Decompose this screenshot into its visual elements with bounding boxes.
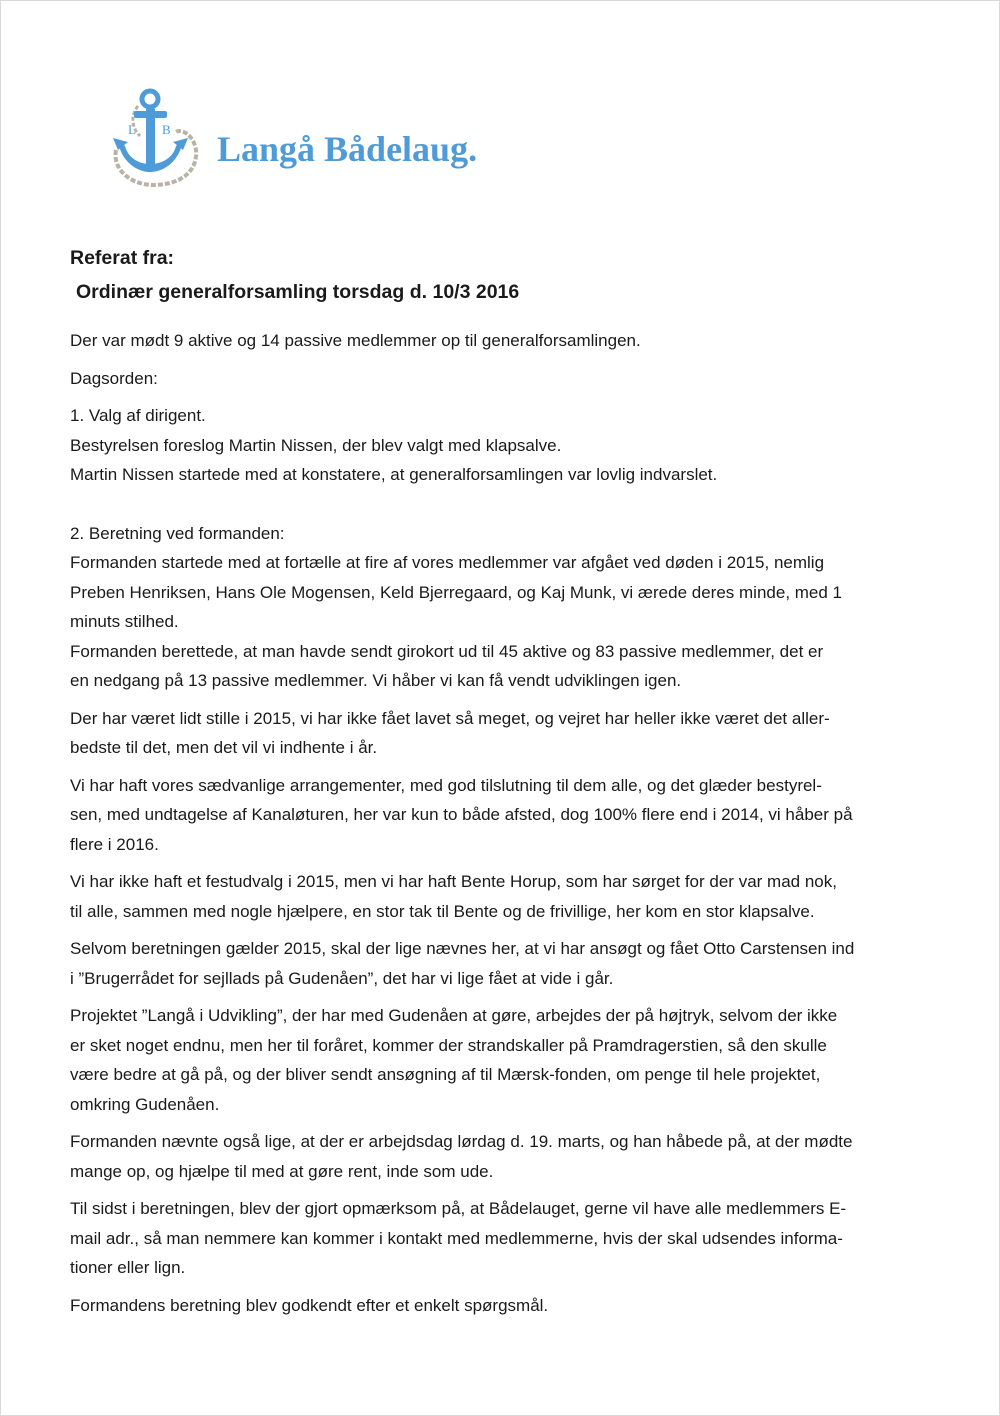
paragraph-projektet — [70, 1001, 940, 1119]
paragraph-line: flere i 2016. — [70, 834, 159, 854]
paragraph-line: minuts stilhed. — [70, 612, 179, 631]
logo-letter-b: B — [162, 122, 171, 137]
paragraph-line: 2. Beretning ved formanden: — [70, 523, 285, 543]
agenda-item-2 — [70, 519, 940, 696]
paragraph-line: tioner eller lign. — [70, 1258, 186, 1277]
paragraph-festudvalg — [70, 867, 940, 926]
paragraph-arbejdsdag — [70, 1127, 940, 1186]
paragraph-line: til alle, sammen med nogle hjælpere, en stor tak til Bente og de frivillige, her kom en stor klapsalve. — [70, 901, 815, 921]
paragraph-line: 1. Valg af dirigent. — [70, 406, 206, 425]
paragraph-line: Til sidst i beretningen, blev der gjort opmærksom på, at Bådelauget, gerne vil have alle medlemmers E- — [70, 1199, 847, 1218]
paragraph-stille — [70, 704, 940, 763]
paragraph-line: Formanden nævnte også lige, at der er arbejdsdag lørdag d. 19. marts, og han håbede på, at der mødte — [70, 1132, 853, 1151]
anchor-with-rope-icon — [110, 88, 205, 188]
paragraph-arrangementer — [70, 771, 940, 860]
agenda-label: Dagsorden: — [70, 368, 158, 388]
paragraph-line: mange op, og hjælpe til med at gøre rent, inde som ude. — [70, 1161, 494, 1181]
heading-meeting-title: Ordinær generalforsamling torsdag d. 10/3 2016 — [76, 281, 520, 303]
paragraph-line: Der har været lidt stille i 2015, vi har ikke fået lavet så meget, og vejret har heller ikke været det aller- — [70, 708, 830, 728]
document-body — [70, 243, 940, 1320]
paragraph-line: er sket noget endnu, men her til foråret, kommer der strandskaller på Pramdragerstien, så den skulle — [70, 1035, 827, 1055]
paragraph-line: bedste til det, men det vil vi indhente i år. — [70, 738, 378, 757]
paragraph-email — [70, 1194, 940, 1283]
paragraph-line: Formanden startede med at fortælle at fire af vores medlemmer var afgået ved døden i 2015, nemlig — [70, 553, 825, 572]
paragraph-line: i ”Brugerrådet for sejllads på Gudenåen”, det har vi lige fået at vide i går. — [70, 968, 614, 988]
paragraph-brugerraadet — [70, 934, 940, 993]
paragraph-line: mail adr., så man nemmere kan kommer i kontakt med medlemmerne, hvis der skal udsendes informa- — [70, 1228, 843, 1248]
paragraph-line: Martin Nissen startede med at konstatere, at generalforsamlingen var lovlig indvarslet. — [70, 465, 718, 484]
paragraph-line: Formanden berettede, at man havde sendt girokort ud til 45 aktive og 83 passive medlemmer, det er — [70, 641, 824, 661]
paragraph-line: Projektet ”Langå i Udvikling”, der har med Gudenåen at gøre, arbejdes der på højtryk, selvom der ikke — [70, 1006, 838, 1025]
paragraph-line: sen, med undtagelse af Kanaløturen, her var kun to både afsted, dog 100% flere end i 2014, vi håber på — [70, 805, 853, 824]
paragraph-line: Vi har haft vores sædvanlige arrangementer, med god tilslutning til dem alle, og det glæder bestyrel- — [70, 775, 822, 795]
agenda-item-1 — [70, 401, 940, 490]
paragraph-line: en nedgang på 13 passive medlemmer. Vi håber vi kan få vendt udviklingen igen. — [70, 671, 682, 690]
paragraph-line: omkring Gudenåen. — [70, 1094, 220, 1114]
paragraph-line: være bedre at gå på, og der bliver sendt ansøgning af til Mærsk-fonden, om penge til hele projektet, — [70, 1065, 821, 1084]
paragraph-line: Bestyrelsen foreslog Martin Nissen, der blev valgt med klapsalve. — [70, 435, 562, 455]
paragraph-godkendt: Formandens beretning blev godkendt efter et enkelt spørgsmål. — [70, 1295, 549, 1315]
attendance-text: Der var mødt 9 aktive og 14 passive medlemmer op til generalforsamlingen. — [70, 331, 641, 350]
paragraph-line: Vi har ikke haft et festudvalg i 2015, men vi har haft Bente Horup, som har sørget for der var mad nok, — [70, 872, 837, 891]
logo-letter-l: L — [128, 122, 136, 137]
letterhead — [110, 88, 710, 188]
brand-name: Langå Bådelaug. — [217, 129, 478, 169]
heading-referat: Referat fra: — [70, 247, 175, 269]
paragraph-line: Preben Henriksen, Hans Ole Mogensen, Keld Bjerregaard, og Kaj Munk, vi ærede deres minde, med 1 — [70, 582, 843, 602]
paragraph-line: Selvom beretningen gælder 2015, skal der lige nævnes her, at vi har ansøgt og fået Otto Carstensen ind — [70, 939, 855, 958]
